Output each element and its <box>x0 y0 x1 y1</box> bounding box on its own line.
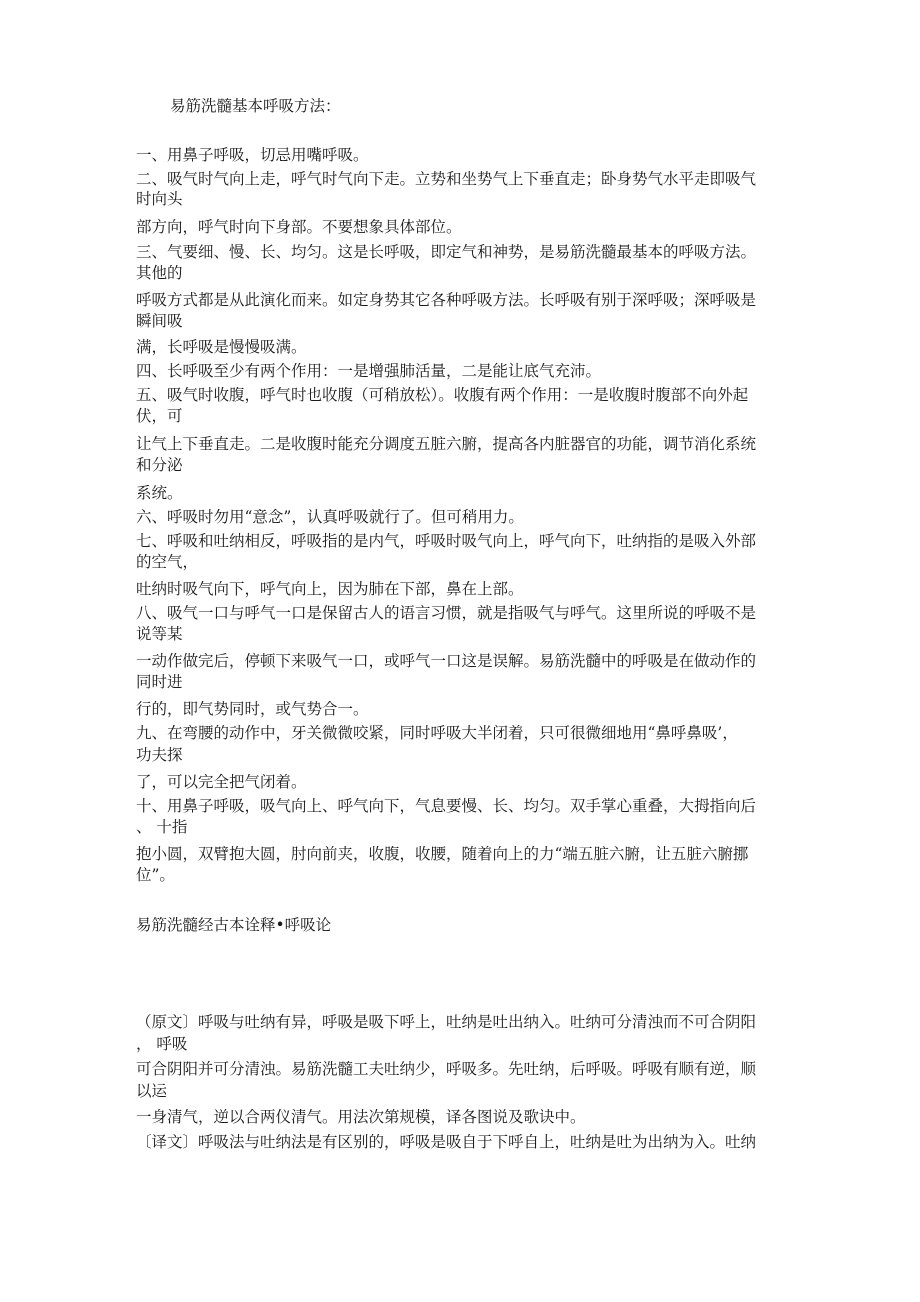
text-line: 了，可以完全把气闭着。 <box>136 773 307 791</box>
text-line: 以运 <box>136 1082 168 1100</box>
text-line: 呼吸方式都是从此演化而来。如定身势其它各种呼吸方法。长呼吸有别于深呼吸；深呼吸是 <box>136 291 757 309</box>
text-line: 行的，即气势同时，或气势合一。 <box>136 700 369 718</box>
text-line: 功夫探 <box>136 746 183 764</box>
text-line: 抱小圆，双臂抱大圆，肘向前夹，收腹，收腰，随着向上的力“端五脏六腑，让五脏六腑挪 <box>136 845 749 863</box>
text-line: 十、用鼻子呼吸，吸气向上、呼气向下，气息要慢、长、均匀。双手掌心重叠，大拇指向后 <box>136 797 757 815</box>
text-line: 同时进 <box>136 673 183 691</box>
text-line: ， 呼吸 <box>136 1035 188 1053</box>
text-line: 让气上下垂直走。二是收腹时能充分调度五脏六腑，提高各内脏器官的功能，调节消化系统 <box>136 435 757 453</box>
text-line: 部方向，呼气时向下身部。不要想象具体部位。 <box>136 218 462 236</box>
text-line: 和分泌 <box>136 456 183 474</box>
text-line: 三、气要细、慢、长、均匀。这是长呼吸，即定气和神势，是易筋洗髓最基本的呼吸方法。 <box>136 243 757 261</box>
text-line: 的空气， <box>136 553 199 571</box>
text-line: 伏，可 <box>136 407 183 425</box>
text-line: 位”。 <box>136 866 175 884</box>
text-line: 二、吸气时气向上走，呼气时气向下走。立势和坐势气上下垂直走；卧身势气水平走即吸气 <box>136 170 757 188</box>
text-line: 可合阴阳并可分清浊。易筋洗髓工夫吐纳少，呼吸多。先吐纳，后呼吸。呼吸有顺有逆，顺 <box>136 1060 757 1078</box>
section-title: 易筋洗髓经古本诠释•呼吸论 <box>136 916 332 934</box>
text-line: 一动作做完后，停顿下来吸气一口，或呼气一口这是误解。易筋洗髓中的呼吸是在做动作的 <box>136 652 757 670</box>
text-line: 、 十指 <box>136 818 188 836</box>
text-line: 满，长呼吸是慢慢吸满。 <box>136 338 307 356</box>
document-title: 易筋洗髓基本呼吸方法： <box>170 97 341 115</box>
text-line: 吐纳时吸气向下，呼气向上，因为肺在下部，鼻在上部。 <box>136 580 524 598</box>
text-line: 瞬间吸 <box>136 312 183 330</box>
text-line: 五、吸气时收腹，呼气时也收腹（可稍放松）。收腹有两个作用：一是收腹时腹部不向外起 <box>136 386 749 404</box>
text-line: 九、在弯腰的动作中，牙关微微咬紧，同时呼吸大半闭着，只可很微细地用“鼻呼鼻吸’， <box>136 724 738 742</box>
text-line: 八、吸气一口与呼气一口是保留古人的语言习惯，就是指吸气与呼气。这里所说的呼吸不是 <box>136 604 757 622</box>
text-line: 四、长呼吸至少有两个作用：一是增强肺活量，二是能让底气充沛。 <box>136 362 602 380</box>
text-line: （原文〕呼吸与吐纳有异，呼吸是吸下呼上，吐纳是吐出纳入。吐纳可分清浊而不可合阴阳 <box>136 1013 757 1031</box>
text-line: 系统。 <box>136 484 183 502</box>
text-line: 七、呼吸和吐纳相反，呼吸指的是内气，呼吸时吸气向上，呼气向下，吐纳指的是吸入外部 <box>136 532 757 550</box>
text-line: 一、用鼻子呼吸，切忌用嘴呼吸。 <box>136 146 369 164</box>
text-line: 六、呼吸时勿用“意念”，认真呼吸就行了。但可稍用力。 <box>136 508 524 526</box>
text-line: 时向头 <box>136 190 183 208</box>
text-line: 〔译文〕呼吸法与吐纳法是有区别的，呼吸是吸自于下呼自上，吐纳是吐为出纳为入。吐纳 <box>136 1133 757 1151</box>
text-line: 其他的 <box>136 264 183 282</box>
text-line: 说等某 <box>136 625 183 643</box>
text-line: 一身清气，逆以合两仪清气。用法次第规模，译各图说及歌诀中。 <box>136 1108 586 1126</box>
